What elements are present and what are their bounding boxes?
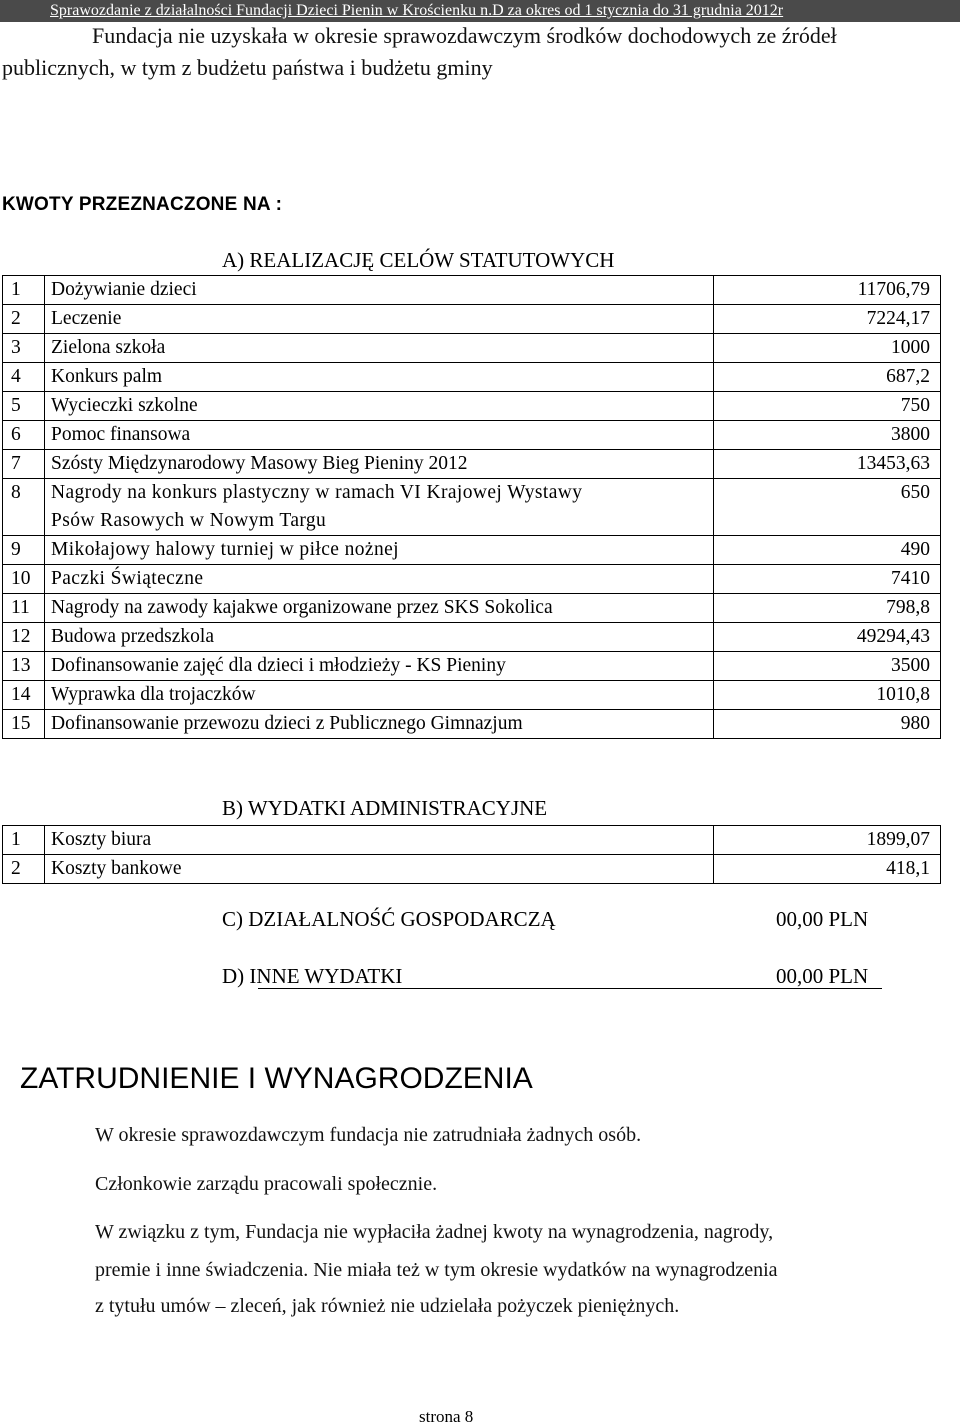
section-b-title: B) WYDATKI ADMINISTRACYJNE — [222, 796, 548, 820]
table-row — [3, 594, 941, 623]
statutory-goals-table — [2, 275, 941, 739]
table-row — [3, 826, 941, 855]
admin-expenses-table — [2, 825, 941, 884]
section-c-amount: 00,00 PLN — [776, 907, 869, 931]
employment-paragraph-3-line-3: z tytułu umów – zleceń, jak również nie udzielała pożyczek pieniężnych. — [95, 1295, 680, 1317]
row-number: 3 — [3, 334, 45, 363]
row-amount: 7410 — [714, 565, 941, 594]
row-number: 1 — [3, 826, 45, 855]
row-label: Wyprawka dla trojaczków — [45, 681, 714, 710]
row-number: 9 — [3, 536, 45, 565]
row-amount: 687,2 — [714, 363, 941, 392]
table-row — [3, 536, 941, 565]
row-amount: 418,1 — [714, 855, 941, 884]
table-row — [3, 855, 941, 884]
table-row — [3, 334, 941, 363]
table-row — [3, 392, 941, 421]
table-row — [3, 623, 941, 652]
page-number: strona 8 — [419, 1407, 474, 1426]
row-label: Leczenie — [45, 305, 714, 334]
row-number: 15 — [3, 710, 45, 739]
row-label: Dofinansowanie przewozu dzieci z Publicznego Gimnazjum — [45, 710, 714, 739]
row-label: Nagrody na zawody kajakwe organizowane przez SKS Sokolica — [45, 594, 714, 623]
row-label: Koszty bankowe — [45, 855, 714, 884]
table-row — [3, 276, 941, 305]
amounts-heading: KWOTY PRZEZNACZONE NA : — [2, 194, 283, 215]
row-amount: 798,8 — [714, 594, 941, 623]
employment-paragraph-2: Członkowie zarządu pracowali społecznie. — [95, 1173, 438, 1195]
table-row — [3, 652, 941, 681]
row-number: 7 — [3, 450, 45, 479]
page-header-bar — [0, 0, 960, 22]
row-label: Zielona szkoła — [45, 334, 714, 363]
intro-line-2: publicznych, w tym z budżetu państwa i budżetu gminy — [2, 55, 493, 80]
row-label: Dożywianie dzieci — [45, 276, 714, 305]
table-row — [3, 681, 941, 710]
row-amount: 1010,8 — [714, 681, 941, 710]
row-amount: 750 — [714, 392, 941, 421]
employment-paragraph-1: W okresie sprawozdawczym fundacja nie zatrudniała żadnych osób. — [95, 1124, 642, 1146]
table-row — [3, 710, 941, 739]
section-d-amount: 00,00 PLN — [776, 964, 869, 988]
intro-line-1: Fundacja nie uzyskała w okresie sprawozdawczym środków dochodowych ze źródeł — [92, 23, 837, 48]
row-number: 2 — [3, 305, 45, 334]
page-header-text: Sprawozdanie z działalności Fundacji Dzieci Pienin w Krościenku n.D za okres od 1 stycznia do 31 grudnia 2012r — [50, 2, 784, 19]
employment-heading: ZATRUDNIENIE I WYNAGRODZENIA — [20, 1062, 533, 1095]
section-d-title: D) INNE WYDATKI — [222, 964, 403, 988]
table-row — [3, 565, 941, 594]
row-amount: 3500 — [714, 652, 941, 681]
row-number: 4 — [3, 363, 45, 392]
row-number: 12 — [3, 623, 45, 652]
row-amount: 11706,79 — [714, 276, 941, 305]
row-number: 1 — [3, 276, 45, 305]
row-label: Pomoc finansowa — [45, 421, 714, 450]
row-amount: 490 — [714, 536, 941, 565]
table-row — [3, 450, 941, 479]
row-number: 13 — [3, 652, 45, 681]
row-number: 14 — [3, 681, 45, 710]
employment-paragraph-3-line-2: premie i inne świadczenia. Nie miała też w tym okresie wydatków na wynagrodzenia — [95, 1259, 778, 1281]
row-label — [45, 479, 714, 536]
row-label: Budowa przedszkola — [45, 623, 714, 652]
row-label: Wycieczki szkolne — [45, 392, 714, 421]
table-row — [3, 305, 941, 334]
row-amount: 49294,43 — [714, 623, 941, 652]
row-label: Paczki Świąteczne — [45, 565, 714, 594]
row-amount: 7224,17 — [714, 305, 941, 334]
section-a-title: A) REALIZACJĘ CELÓW STATUTOWYCH — [222, 248, 615, 272]
row-amount: 1899,07 — [714, 826, 941, 855]
row-number: 10 — [3, 565, 45, 594]
table-row — [3, 479, 941, 536]
row-label-line-2: Psów Rasowych w Nowym Targu — [51, 510, 327, 531]
row-amount: 13453,63 — [714, 450, 941, 479]
row-number: 6 — [3, 421, 45, 450]
table-row — [3, 363, 941, 392]
row-number: 11 — [3, 594, 45, 623]
employment-paragraph-3-line-1: W związku z tym, Fundacja nie wypłaciła żadnej kwoty na wynagrodzenia, nagrody, — [95, 1221, 774, 1243]
row-number: 8 — [3, 479, 45, 536]
row-label-line-1: Nagrody na konkurs plastyczny w ramach VI Krajowej Wystawy — [51, 482, 583, 503]
row-number: 5 — [3, 392, 45, 421]
row-label: Konkurs palm — [45, 363, 714, 392]
row-number: 2 — [3, 855, 45, 884]
row-label: Dofinansowanie zajęć dla dzieci i młodzieży - KS Pieniny — [45, 652, 714, 681]
row-amount: 980 — [714, 710, 941, 739]
row-label: Szósty Międzynarodowy Masowy Bieg Pieniny 2012 — [45, 450, 714, 479]
row-label: Mikołajowy halowy turniej w piłce nożnej — [45, 536, 714, 565]
row-amount: 1000 — [714, 334, 941, 363]
row-amount: 650 — [714, 479, 941, 536]
row-label: Koszty biura — [45, 826, 714, 855]
section-d-label-prefix — [222, 964, 402, 989]
table-row — [3, 421, 941, 450]
row-amount: 3800 — [714, 421, 941, 450]
section-c-title: C) DZIAŁALNOŚĆ GOSPODARCZĄ — [222, 907, 556, 931]
